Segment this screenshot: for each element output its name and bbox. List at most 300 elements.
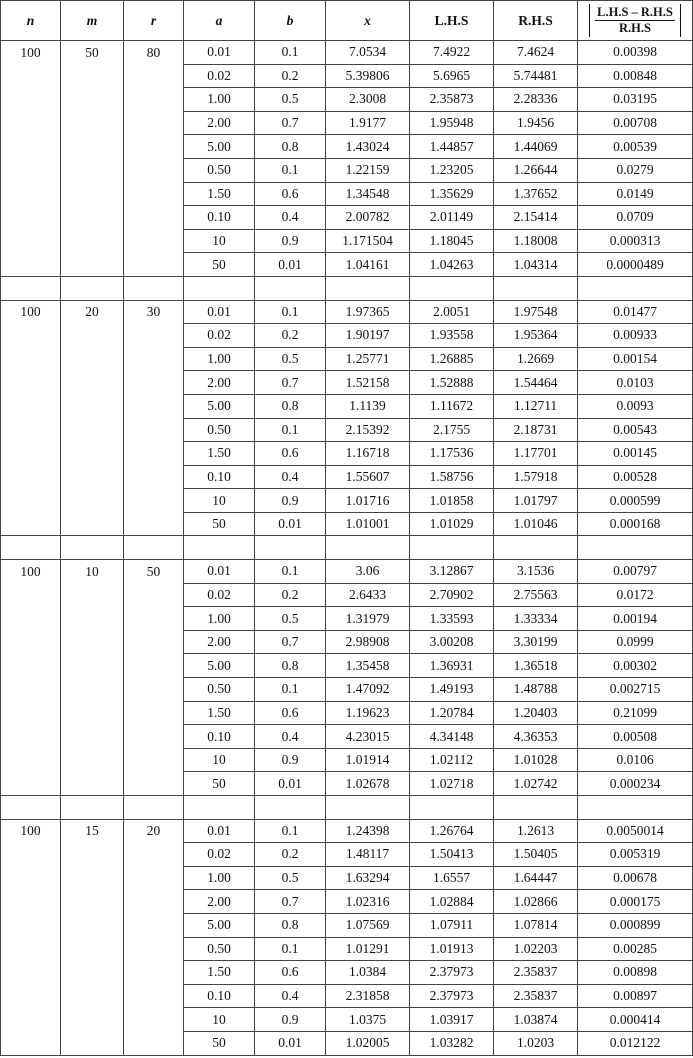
n-cell	[1, 64, 61, 88]
r-cell	[124, 843, 184, 867]
r-cell	[124, 1008, 184, 1032]
b-cell: 0.1	[255, 819, 326, 843]
n-cell	[1, 135, 61, 159]
ratio-cell: 0.000234	[578, 772, 693, 796]
table-row	[1, 937, 693, 961]
n-cell	[1, 937, 61, 961]
empty-cell	[1, 276, 61, 300]
r-cell	[124, 324, 184, 348]
rhs-cell: 1.01797	[494, 489, 578, 513]
n-cell	[1, 111, 61, 135]
rhs-cell: 2.35837	[494, 984, 578, 1008]
r-cell	[124, 607, 184, 631]
m-cell	[61, 866, 124, 890]
b-cell: 0.8	[255, 394, 326, 418]
rhs-cell: 1.17701	[494, 442, 578, 466]
x-cell: 1.0375	[326, 1008, 410, 1032]
m-cell	[61, 253, 124, 277]
table-row	[1, 111, 693, 135]
ratio-cell: 0.0106	[578, 748, 693, 772]
lhs-cell: 1.02884	[410, 890, 494, 914]
a-cell: 10	[184, 748, 255, 772]
ratio-cell: 0.00898	[578, 961, 693, 985]
ratio-cell: 0.00708	[578, 111, 693, 135]
b-cell: 0.1	[255, 41, 326, 65]
rhs-cell: 1.12711	[494, 394, 578, 418]
rhs-cell: 2.75563	[494, 583, 578, 607]
a-cell: 1.00	[184, 347, 255, 371]
b-cell: 0.2	[255, 843, 326, 867]
r-cell	[124, 583, 184, 607]
rhs-cell: 1.33334	[494, 607, 578, 631]
b-cell: 0.8	[255, 135, 326, 159]
n-cell	[1, 229, 61, 253]
n-cell	[1, 182, 61, 206]
x-cell: 1.34548	[326, 182, 410, 206]
empty-cell	[410, 796, 494, 820]
b-cell: 0.8	[255, 654, 326, 678]
x-cell: 5.39806	[326, 64, 410, 88]
m-cell	[61, 607, 124, 631]
a-cell: 2.00	[184, 111, 255, 135]
r-cell	[124, 701, 184, 725]
table-row	[1, 324, 693, 348]
header-rhs: R.H.S	[494, 1, 578, 41]
x-cell: 2.98908	[326, 630, 410, 654]
a-cell: 5.00	[184, 135, 255, 159]
ratio-cell: 0.00539	[578, 135, 693, 159]
fraction-numerator: L.H.S – R.H.S	[597, 5, 673, 19]
ratio-cell: 0.00543	[578, 418, 693, 442]
r-cell	[124, 937, 184, 961]
rhs-cell: 1.37652	[494, 182, 578, 206]
m-cell	[61, 890, 124, 914]
table-row	[1, 64, 693, 88]
m-cell	[61, 1008, 124, 1032]
b-cell: 0.4	[255, 465, 326, 489]
rhs-cell: 1.02866	[494, 890, 578, 914]
b-cell: 0.1	[255, 560, 326, 584]
a-cell: 2.00	[184, 371, 255, 395]
ratio-cell: 0.005319	[578, 843, 693, 867]
r-cell	[124, 182, 184, 206]
ratio-cell: 0.0709	[578, 206, 693, 230]
ratio-cell: 0.00508	[578, 725, 693, 749]
lhs-cell: 1.04263	[410, 253, 494, 277]
r-cell	[124, 678, 184, 702]
empty-cell	[124, 276, 184, 300]
lhs-cell: 1.49193	[410, 678, 494, 702]
rhs-cell: 1.01046	[494, 512, 578, 536]
r-cell	[124, 489, 184, 513]
m-cell	[61, 442, 124, 466]
x-cell: 1.48117	[326, 843, 410, 867]
b-cell: 0.5	[255, 866, 326, 890]
table-row	[1, 630, 693, 654]
ratio-cell: 0.0999	[578, 630, 693, 654]
b-cell: 0.4	[255, 725, 326, 749]
empty-cell	[578, 536, 693, 560]
b-cell: 0.6	[255, 701, 326, 725]
a-cell: 50	[184, 253, 255, 277]
n-cell	[1, 961, 61, 985]
x-cell: 1.02005	[326, 1031, 410, 1055]
r-cell	[124, 64, 184, 88]
spacer-row	[1, 796, 693, 820]
ratio-cell: 0.000414	[578, 1008, 693, 1032]
empty-cell	[124, 536, 184, 560]
lhs-cell: 1.01858	[410, 489, 494, 513]
empty-cell	[1, 796, 61, 820]
x-cell: 1.19623	[326, 701, 410, 725]
lhs-cell: 7.4922	[410, 41, 494, 65]
lhs-cell: 1.50413	[410, 843, 494, 867]
b-cell: 0.9	[255, 1008, 326, 1032]
a-cell: 0.10	[184, 725, 255, 749]
m-cell	[61, 1031, 124, 1055]
b-cell: 0.6	[255, 961, 326, 985]
table-row	[1, 41, 693, 65]
lhs-cell: 1.35629	[410, 182, 494, 206]
empty-cell	[1, 536, 61, 560]
n-cell	[1, 701, 61, 725]
m-cell	[61, 725, 124, 749]
rhs-cell: 1.20403	[494, 701, 578, 725]
table-row	[1, 1031, 693, 1055]
empty-cell	[494, 276, 578, 300]
lhs-cell: 1.01913	[410, 937, 494, 961]
x-cell: 1.90197	[326, 324, 410, 348]
r-cell	[124, 88, 184, 112]
a-cell: 1.50	[184, 701, 255, 725]
empty-cell	[410, 536, 494, 560]
empty-cell	[61, 536, 124, 560]
lhs-cell: 3.12867	[410, 560, 494, 584]
b-cell: 0.01	[255, 512, 326, 536]
r-cell	[124, 630, 184, 654]
r-cell	[124, 961, 184, 985]
table-row	[1, 371, 693, 395]
empty-cell	[578, 276, 693, 300]
n-cell	[1, 418, 61, 442]
abs-fraction	[589, 5, 681, 36]
a-cell: 10	[184, 1008, 255, 1032]
lhs-cell: 1.36931	[410, 654, 494, 678]
lhs-cell: 1.44857	[410, 135, 494, 159]
b-cell: 0.1	[255, 418, 326, 442]
n-cell	[1, 324, 61, 348]
a-cell: 0.02	[184, 583, 255, 607]
r-cell	[124, 913, 184, 937]
b-cell: 0.8	[255, 913, 326, 937]
empty-cell	[184, 796, 255, 820]
x-cell: 1.04161	[326, 253, 410, 277]
fraction-denominator: R.H.S	[619, 21, 651, 35]
lhs-cell: 1.52888	[410, 371, 494, 395]
n-cell	[1, 913, 61, 937]
a-cell: 0.10	[184, 465, 255, 489]
m-cell	[61, 984, 124, 1008]
n-cell	[1, 253, 61, 277]
a-cell: 50	[184, 772, 255, 796]
table-row	[1, 418, 693, 442]
header-b: b	[255, 1, 326, 41]
rhs-cell: 1.50405	[494, 843, 578, 867]
rhs-cell: 1.44069	[494, 135, 578, 159]
table-row	[1, 748, 693, 772]
x-cell: 1.01914	[326, 748, 410, 772]
table-row	[1, 229, 693, 253]
a-cell: 0.50	[184, 158, 255, 182]
n-cell	[1, 394, 61, 418]
n-cell	[1, 725, 61, 749]
b-cell: 0.7	[255, 630, 326, 654]
m-cell	[61, 64, 124, 88]
table-row	[1, 583, 693, 607]
b-cell: 0.7	[255, 371, 326, 395]
m-cell	[61, 701, 124, 725]
lhs-cell: 1.26885	[410, 347, 494, 371]
spacer-row	[1, 276, 693, 300]
x-cell: 3.06	[326, 560, 410, 584]
empty-cell	[410, 276, 494, 300]
ratio-cell: 0.0279	[578, 158, 693, 182]
ratio-cell: 0.00398	[578, 41, 693, 65]
b-cell: 0.5	[255, 607, 326, 631]
lhs-cell: 1.6557	[410, 866, 494, 890]
lhs-cell: 1.58756	[410, 465, 494, 489]
rhs-cell: 2.28336	[494, 88, 578, 112]
m-cell	[61, 394, 124, 418]
a-cell: 10	[184, 489, 255, 513]
n-cell	[1, 88, 61, 112]
x-cell: 4.23015	[326, 725, 410, 749]
empty-cell	[124, 796, 184, 820]
ratio-cell: 0.0050014	[578, 819, 693, 843]
rhs-cell: 1.03874	[494, 1008, 578, 1032]
n-cell	[1, 442, 61, 466]
r-cell: 30	[124, 300, 184, 324]
a-cell: 50	[184, 1031, 255, 1055]
x-cell: 1.43024	[326, 135, 410, 159]
x-cell: 1.63294	[326, 866, 410, 890]
header-a: a	[184, 1, 255, 41]
empty-cell	[255, 276, 326, 300]
a-cell: 5.00	[184, 654, 255, 678]
n-cell	[1, 512, 61, 536]
b-cell: 0.6	[255, 442, 326, 466]
lhs-cell: 2.1755	[410, 418, 494, 442]
table-row	[1, 772, 693, 796]
a-cell: 0.50	[184, 418, 255, 442]
empty-cell	[61, 276, 124, 300]
lhs-cell: 1.07911	[410, 913, 494, 937]
a-cell: 0.10	[184, 984, 255, 1008]
r-cell	[124, 890, 184, 914]
lhs-cell: 2.37973	[410, 984, 494, 1008]
ratio-cell: 0.0103	[578, 371, 693, 395]
x-cell: 1.25771	[326, 347, 410, 371]
n-cell	[1, 678, 61, 702]
r-cell	[124, 1031, 184, 1055]
n-cell	[1, 772, 61, 796]
ratio-cell: 0.000599	[578, 489, 693, 513]
b-cell: 0.4	[255, 206, 326, 230]
empty-cell	[255, 796, 326, 820]
m-cell	[61, 489, 124, 513]
empty-cell	[326, 276, 410, 300]
spacer-row	[1, 536, 693, 560]
m-cell: 15	[61, 819, 124, 843]
ratio-cell: 0.0000489	[578, 253, 693, 277]
r-cell	[124, 984, 184, 1008]
ratio-cell: 0.00933	[578, 324, 693, 348]
ratio-cell: 0.00145	[578, 442, 693, 466]
lhs-cell: 1.01029	[410, 512, 494, 536]
rhs-cell: 1.36518	[494, 654, 578, 678]
m-cell	[61, 937, 124, 961]
x-cell: 1.01716	[326, 489, 410, 513]
m-cell	[61, 630, 124, 654]
rhs-cell: 1.04314	[494, 253, 578, 277]
ratio-cell: 0.012122	[578, 1031, 693, 1055]
rhs-cell: 2.15414	[494, 206, 578, 230]
table-row	[1, 913, 693, 937]
a-cell: 1.50	[184, 182, 255, 206]
m-cell	[61, 465, 124, 489]
lhs-cell: 1.03917	[410, 1008, 494, 1032]
rhs-cell: 4.36353	[494, 725, 578, 749]
ratio-cell: 0.00194	[578, 607, 693, 631]
ratio-cell: 0.00848	[578, 64, 693, 88]
r-cell	[124, 725, 184, 749]
m-cell	[61, 206, 124, 230]
ratio-cell: 0.000168	[578, 512, 693, 536]
m-cell	[61, 961, 124, 985]
lhs-cell: 1.23205	[410, 158, 494, 182]
b-cell: 0.9	[255, 489, 326, 513]
ratio-cell: 0.0093	[578, 394, 693, 418]
rhs-cell: 1.01028	[494, 748, 578, 772]
x-cell: 1.47092	[326, 678, 410, 702]
rhs-cell: 3.30199	[494, 630, 578, 654]
x-cell: 1.02678	[326, 772, 410, 796]
x-cell: 1.1139	[326, 394, 410, 418]
empty-cell	[494, 536, 578, 560]
rhs-cell: 1.2613	[494, 819, 578, 843]
n-cell	[1, 1031, 61, 1055]
lhs-cell: 1.02112	[410, 748, 494, 772]
b-cell: 0.2	[255, 324, 326, 348]
empty-cell	[494, 796, 578, 820]
a-cell: 5.00	[184, 913, 255, 937]
b-cell: 0.01	[255, 772, 326, 796]
a-cell: 1.50	[184, 442, 255, 466]
n-cell	[1, 843, 61, 867]
rhs-cell: 1.02742	[494, 772, 578, 796]
b-cell: 0.1	[255, 937, 326, 961]
table-row	[1, 253, 693, 277]
r-cell	[124, 465, 184, 489]
a-cell: 0.01	[184, 560, 255, 584]
header-n: n	[1, 1, 61, 41]
lhs-cell: 1.93558	[410, 324, 494, 348]
x-cell: 1.52158	[326, 371, 410, 395]
n-cell	[1, 984, 61, 1008]
rhs-cell: 1.95364	[494, 324, 578, 348]
empty-cell	[184, 536, 255, 560]
x-cell: 1.0384	[326, 961, 410, 985]
table-row	[1, 442, 693, 466]
header-relative-difference	[578, 1, 693, 41]
m-cell	[61, 324, 124, 348]
a-cell: 10	[184, 229, 255, 253]
header-row	[1, 1, 693, 41]
x-cell: 1.31979	[326, 607, 410, 631]
r-cell: 20	[124, 819, 184, 843]
header-m: m	[61, 1, 124, 41]
rhs-cell: 1.2669	[494, 347, 578, 371]
ratio-cell: 0.0149	[578, 182, 693, 206]
a-cell: 1.00	[184, 866, 255, 890]
a-cell: 1.50	[184, 961, 255, 985]
x-cell: 1.07569	[326, 913, 410, 937]
b-cell: 0.7	[255, 111, 326, 135]
table-row	[1, 678, 693, 702]
lhs-cell: 2.35873	[410, 88, 494, 112]
r-cell	[124, 512, 184, 536]
ratio-cell: 0.00678	[578, 866, 693, 890]
a-cell: 50	[184, 512, 255, 536]
table-row	[1, 158, 693, 182]
n-cell	[1, 607, 61, 631]
a-cell: 1.00	[184, 607, 255, 631]
lhs-cell: 4.34148	[410, 725, 494, 749]
n-cell	[1, 371, 61, 395]
r-cell	[124, 135, 184, 159]
empty-cell	[184, 276, 255, 300]
x-cell: 1.35458	[326, 654, 410, 678]
table-row	[1, 206, 693, 230]
rhs-cell: 7.4624	[494, 41, 578, 65]
ratio-cell: 0.000313	[578, 229, 693, 253]
n-cell	[1, 465, 61, 489]
lhs-cell: 1.26764	[410, 819, 494, 843]
rhs-cell: 5.74481	[494, 64, 578, 88]
n-cell	[1, 583, 61, 607]
table-row	[1, 394, 693, 418]
ratio-cell: 0.01477	[578, 300, 693, 324]
ratio-cell: 0.00797	[578, 560, 693, 584]
x-cell: 1.01001	[326, 512, 410, 536]
rhs-cell: 1.26644	[494, 158, 578, 182]
ratio-cell: 0.21099	[578, 701, 693, 725]
r-cell	[124, 158, 184, 182]
header-r: r	[124, 1, 184, 41]
x-cell: 1.9177	[326, 111, 410, 135]
x-cell: 1.171504	[326, 229, 410, 253]
rhs-cell: 1.57918	[494, 465, 578, 489]
empty-cell	[578, 796, 693, 820]
x-cell: 1.97365	[326, 300, 410, 324]
rhs-cell: 1.48788	[494, 678, 578, 702]
n-cell	[1, 866, 61, 890]
lhs-cell: 1.17536	[410, 442, 494, 466]
n-cell: 100	[1, 300, 61, 324]
m-cell	[61, 748, 124, 772]
b-cell: 0.6	[255, 182, 326, 206]
m-cell	[61, 182, 124, 206]
